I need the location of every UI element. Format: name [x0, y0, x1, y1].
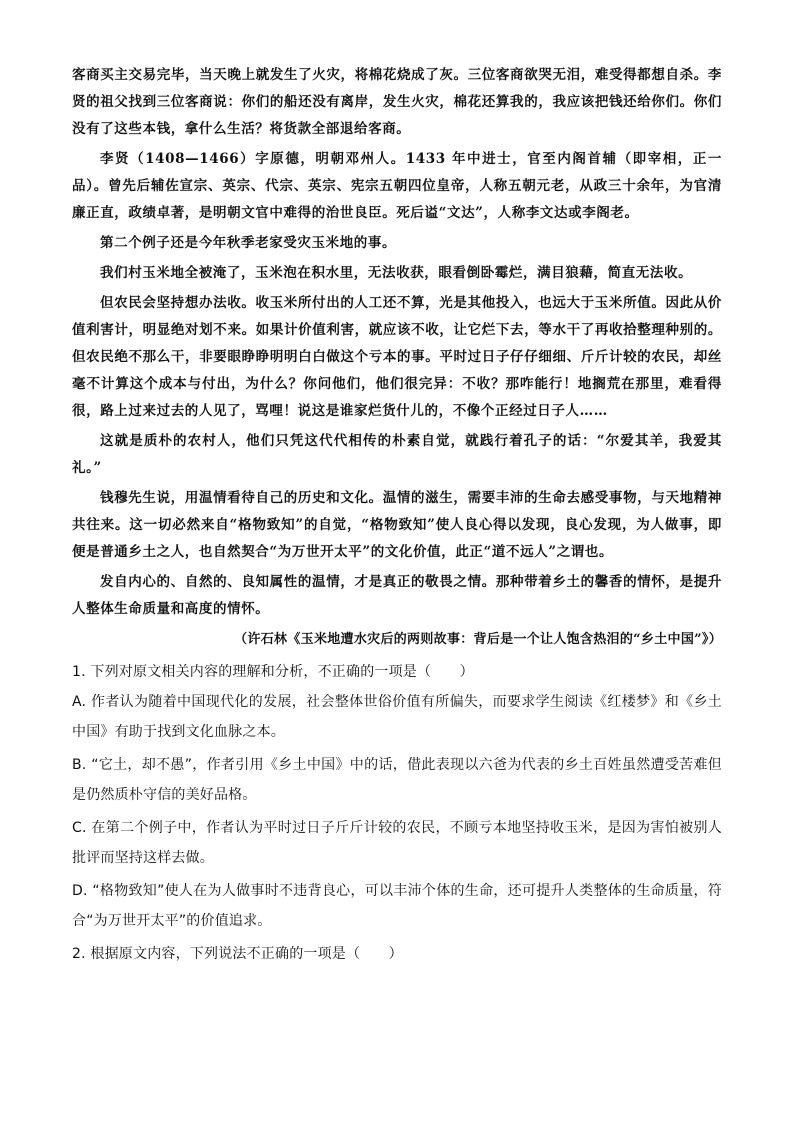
article-paragraph-1: 客商买主交易完毕，当天晚上就发生了火灾，将棉花烧成了灰。三位客商欲哭无泪，难受得都想自杀。李贤的祖父找到三位客商说：你们的船还没有离岸，发生火灾，棉花还算我的，我应该把钱还给你们。你们没有了这些本钱，拿什么生活？将货款全部退给客商。 [72, 67, 722, 137]
article-paragraph-2: 李贤（1408—1466）字原德，明朝邓州人。1433 年中进士，官至内阁首辅（即宰相，正一品）。曾先后辅佐宣宗、英宗、代宗、英宗、宪宗五朝四位皇帝，人称五朝元老，从政三十余年，为官清廉正直，政绩卓著，是明朝文官中难得的治世良臣。死后谥“文达”，人称李文达或李阁老。 [72, 151, 722, 221]
article-paragraph-7: 钱穆先生说，用温情看待自己的历史和文化。温情的滋生，需要丰沛的生命去感受事物，与天地精神共往来。这一切必然来自“格物致知”的自觉，“格物致知”使人良心得以发现，良心发现，为人做事，即便是普通乡土之人，也自然契合“为万世开太平”的文化价值，此正“道不远人”之谓也。 [72, 490, 722, 560]
article-paragraph-4: 我们村玉米地全被淹了，玉米泡在积水里，无法收获，眼看倒卧霉烂，满目狼藉，简直无法收。 [100, 265, 693, 281]
article-paragraph-5: 但农民会坚持想办法收。收玉米所付出的人工还不算，光是其他投入，也远大于玉米所值。因此从价值利害计，明显绝对划不来。如果计价值利害，就应该不收，让它烂下去，等水干了再收拾整理种别的。但农民绝不那么干，非要眼睁睁明明白白做这个亏本的事。平时过日子仔仔细细、斤斤计较的农民，却丝毫不计算这个成本与付出，为什么？你问他们，他们很完异：不收？那咋能行！地搁荒在那里，难看得很，路上过来过去的人见了，骂哩！说这是谁家烂货什儿的，不像个正经过日子人…… [72, 295, 722, 419]
article-paragraph-3: 第二个例子还是今年秋季老家受灾玉米地的事。 [100, 235, 397, 251]
question-2-stem: 2. 根据原文内容，下列说法不正确的一项是（ ） [72, 946, 403, 962]
question-1-option-b: B. “它土，却不愚”，作者引用《乡土中国》中的话，借此表现以六爸为代表的乡土百姓虽然遭受苦难但是仍然质朴守信的美好品格。 [72, 757, 722, 803]
article-paragraph-6: 这就是质朴的农村人，他们只凭这代代相传的朴素自觉，就践行着孔子的话：“尔爱其羊，我爱其礼。” [72, 433, 722, 476]
question-1-option-a: A. 作者认为随着中国现代化的发展，社会整体世俗价值有所偏失，而要求学生阅读《红楼梦》和《乡土中国》有助于找到文化血脉之本。 [72, 694, 722, 740]
question-1-option-d: D. “格物致知”使人在为人做事时不违背良心，可以丰沛个体的生命，还可提升人类整体的生命质量，符合“为万世开太平”的价值追求。 [72, 883, 722, 929]
article-paragraph-8: 发自内心的、自然的、良知属性的温情，才是真正的敬畏之情。那种带着乡土的馨香的情怀，是提升人整体生命质量和高度的情怀。 [72, 574, 722, 617]
article-source: （许石林《玉米地遭水灾后的两则故事：背后是一个让人饱含热泪的“乡土中国”》） [234, 632, 722, 647]
document-page [72, 62, 722, 969]
question-1-option-c: C. 在第二个例子中，作者认为平时过日子斤斤计较的农民，不顾亏本地坚持收玉米，是因为害怕被别人批评而坚持这样去做。 [72, 820, 722, 866]
question-1-stem: 1. 下列对原文相关内容的理解和分析，不正确的一项是（ ） [72, 664, 474, 680]
